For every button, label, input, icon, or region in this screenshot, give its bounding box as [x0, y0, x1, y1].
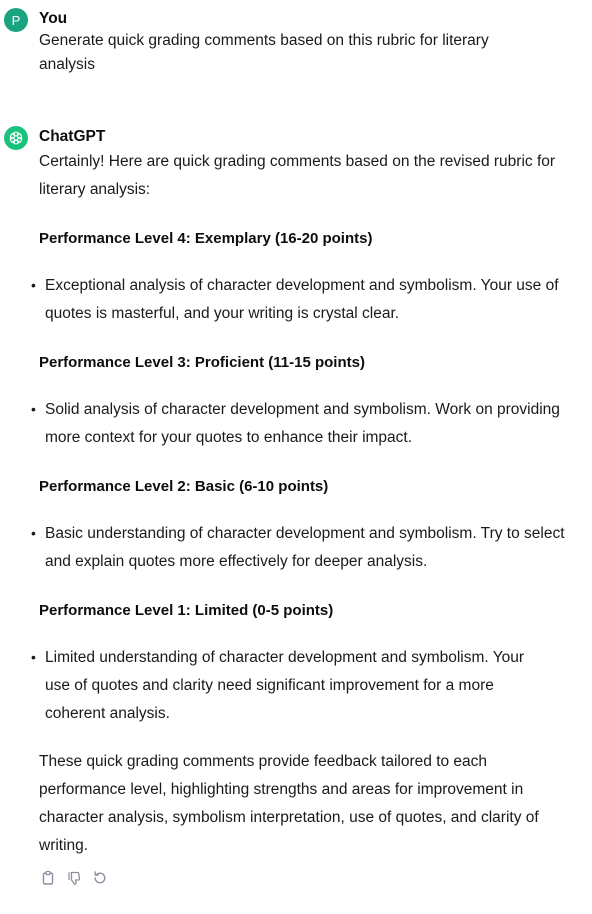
level-comment: Solid analysis of character development and symbolism. Work on providing more context for your quotes to enhance their impact. — [45, 401, 560, 446]
bullet-icon: • — [31, 649, 36, 665]
user-avatar-letter: P — [11, 12, 21, 28]
chatgpt-avatar — [4, 126, 28, 150]
thumbs-down-button[interactable] — [65, 869, 83, 887]
bullet-icon: • — [31, 401, 36, 417]
copy-button[interactable] — [39, 869, 57, 887]
assistant-conclusion: These quick grading comments provide feedback tailored to each performance level, highlighting strengths and areas for improvement in character analysis, symbolism interpretation, use of quotes, and clarity of writing. — [39, 753, 539, 854]
level-heading: Performance Level 1: Limited (0-5 points) — [39, 602, 334, 619]
assistant-author-name: ChatGPT — [39, 128, 106, 145]
regenerate-icon — [92, 870, 108, 886]
user-message: Generate quick grading comments based on this rubric for literary analysis — [39, 32, 489, 73]
level-heading: Performance Level 2: Basic (6-10 points) — [39, 478, 329, 495]
bullet-icon: • — [31, 277, 36, 293]
level-heading: Performance Level 3: Proficient (11-15 points) — [39, 354, 365, 371]
level-heading: Performance Level 4: Exemplary (16-20 points) — [39, 230, 373, 247]
user-avatar — [4, 8, 28, 32]
level-comment: Basic understanding of character development and symbolism. Try to select and explain quotes more effectively for deeper analysis. — [45, 525, 565, 570]
assistant-intro: Certainly! Here are quick grading comments based on the revised rubric for literary analysis: — [39, 153, 556, 198]
regenerate-button[interactable] — [91, 869, 109, 887]
copy-icon — [40, 870, 56, 886]
bullet-icon: • — [31, 525, 36, 541]
level-comment: Exceptional analysis of character development and symbolism. Your use of quotes is masterful, and your writing is crystal clear. — [45, 277, 559, 322]
user-author-name: You — [39, 10, 68, 27]
level-comment: Limited understanding of character development and symbolism. Your use of quotes and clarity need significant improvement for a more coherent analysis. — [45, 649, 525, 722]
openai-logo-icon — [8, 130, 24, 146]
thumbs-down-icon — [66, 870, 82, 886]
